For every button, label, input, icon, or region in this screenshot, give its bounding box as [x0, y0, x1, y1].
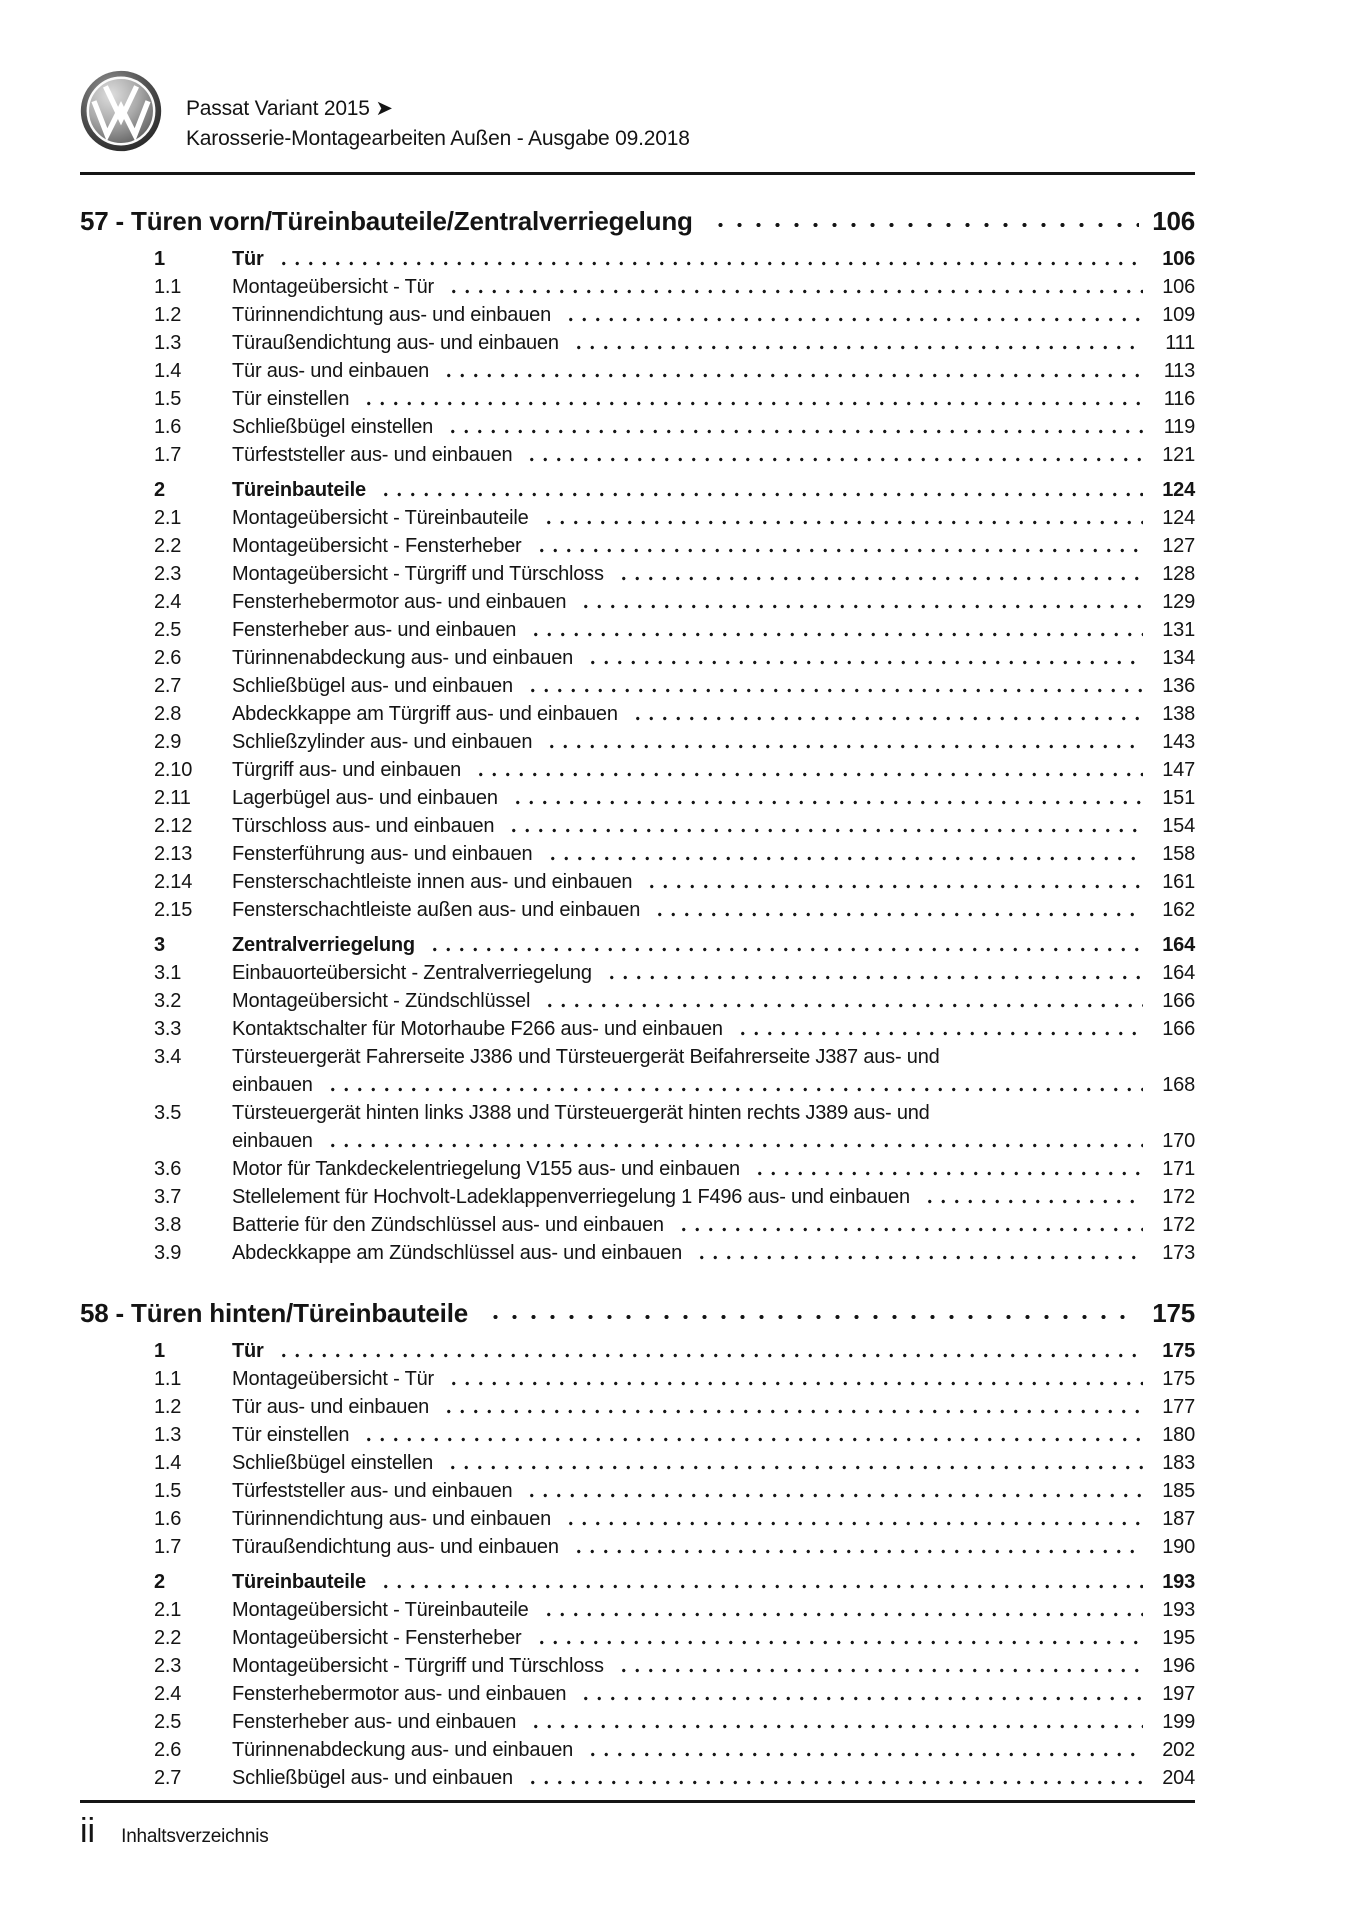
section-page-number: 106: [1152, 206, 1195, 236]
entry-page-number: 124: [1162, 507, 1195, 529]
entry-number: 2.3: [154, 1655, 182, 1677]
entry-page-number: 193: [1162, 1571, 1195, 1593]
footer-page-number: ii: [80, 1812, 96, 1850]
entry-page-number: 197: [1162, 1683, 1195, 1705]
page-footer: [80, 1800, 1195, 1850]
dot-leader: [509, 784, 1143, 812]
entry-number: 2.14: [154, 871, 193, 893]
entry-number: 2.15: [154, 899, 193, 921]
dot-leader: [541, 987, 1143, 1015]
entry-number: 2.7: [154, 675, 182, 697]
entry-page-number: 166: [1162, 990, 1195, 1012]
dot-leader: [584, 1736, 1143, 1764]
entry-title: Fensterheber aus- und einbauen: [232, 1711, 517, 1733]
toc-entry[interactable]: [80, 1337, 1195, 1365]
entry-title: Kontaktschalter für Motorhaube F266 aus- und einbauen: [232, 1018, 723, 1040]
entry-page-number: 171: [1162, 1158, 1195, 1180]
entry-number-spacer: [154, 1071, 232, 1099]
entry-page-number: 166: [1162, 1018, 1195, 1040]
toc-entry[interactable]: [80, 1099, 1195, 1127]
dot-leader: [540, 1596, 1143, 1624]
document-header: [80, 70, 1195, 158]
entry-title: Türinnendichtung aus- und einbauen: [232, 1508, 552, 1530]
toc-entry[interactable]: [80, 756, 1195, 784]
entry-title: Fensterschachtleiste außen aus- und einbauen: [232, 899, 641, 921]
dot-leader: [577, 1680, 1143, 1708]
dot-leader: [275, 1337, 1143, 1365]
entry-title: Türinnenabdeckung aus- und einbauen: [232, 647, 574, 669]
entry-number: 2: [154, 479, 165, 501]
entry-number: 2.7: [154, 1767, 182, 1789]
entry-title: Schließzylinder aus- und einbauen: [232, 731, 533, 753]
entry-number: 2.1: [154, 507, 182, 529]
entry-number: 1.7: [154, 444, 182, 466]
dot-leader: [533, 1624, 1143, 1652]
entry-number: 3.6: [154, 1158, 182, 1180]
entry-title: Türaußendichtung aus- und einbauen: [232, 1536, 559, 1558]
entry-number: 2.4: [154, 1683, 182, 1705]
dot-leader: [275, 245, 1143, 273]
toc-entry[interactable]: [80, 1015, 1195, 1043]
dot-leader: [615, 560, 1143, 588]
entry-number-spacer: [154, 1127, 232, 1155]
entry-title: Stellelement für Hochvolt-Ladeklappenverriegelung 1 F496 aus- und einbauen: [232, 1186, 910, 1208]
entry-title: Fensterführung aus- und einbauen: [232, 843, 533, 865]
entry-title: Einbauorteübersicht - Zentralverriegelung: [232, 962, 592, 984]
dot-leader: [523, 1477, 1143, 1505]
entry-title: Montageübersicht - Tür: [232, 1368, 434, 1390]
entry-page-number: 128: [1162, 563, 1195, 585]
toc-entry[interactable]: [80, 616, 1195, 644]
header-text: [186, 70, 690, 154]
dot-leader: [651, 896, 1143, 924]
toc-entry[interactable]: [80, 329, 1195, 357]
entry-title: Motor für Tankdeckelentriegelung V155 aus- und einbauen: [232, 1158, 740, 1180]
toc-entry[interactable]: [80, 1183, 1195, 1211]
entry-number: 1.1: [154, 1368, 182, 1390]
dot-leader: [505, 812, 1143, 840]
entry-number: 1.3: [154, 332, 182, 354]
entry-page-number: 196: [1162, 1655, 1195, 1677]
dot-leader: [527, 1708, 1143, 1736]
dot-leader: [629, 700, 1143, 728]
entry-page-number: 195: [1162, 1627, 1195, 1649]
entry-page-number: 172: [1162, 1214, 1195, 1236]
entry-title: Türfeststeller aus- und einbauen: [232, 1480, 513, 1502]
entry-title: Montageübersicht - Türgriff und Türschloss: [232, 563, 604, 585]
entry-title: Tür aus- und einbauen: [232, 360, 430, 382]
toc-sections: [80, 205, 1195, 1792]
entry-title: Türinnendichtung aus- und einbauen: [232, 304, 552, 326]
toc-entry[interactable]: [80, 1449, 1195, 1477]
entry-title: Batterie für den Zündschlüssel aus- und einbauen: [232, 1214, 664, 1236]
dot-leader: [570, 329, 1143, 357]
entry-page-number: 202: [1162, 1739, 1195, 1761]
dot-leader: [440, 357, 1143, 385]
toc-entry[interactable]: [80, 476, 1195, 504]
dot-leader: [577, 588, 1143, 616]
toc-entry[interactable]: [80, 644, 1195, 672]
entry-page-number: 106: [1162, 248, 1195, 270]
entry-title: Türsteuergerät Fahrerseite J386 und Türsteuergerät Beifahrerseite J387 aus- und: [232, 1046, 940, 1068]
section-heading-row[interactable]: [80, 205, 1195, 237]
toc-entry[interactable]: [80, 840, 1195, 868]
entry-number: 2.4: [154, 591, 182, 613]
dot-leader: [527, 616, 1143, 644]
dot-leader: [444, 413, 1143, 441]
entry-page-number: 136: [1162, 675, 1195, 697]
entry-number: 2.6: [154, 1739, 182, 1761]
entry-title: Fensterhebermotor aus- und einbauen: [232, 1683, 567, 1705]
vw-logo-icon: [80, 70, 162, 152]
entry-page-number: 147: [1162, 759, 1195, 781]
toc-entry[interactable]: [80, 588, 1195, 616]
entry-number: 2.1: [154, 1599, 182, 1621]
entry-number: 2.2: [154, 1627, 182, 1649]
toc-entry[interactable]: [80, 1764, 1195, 1792]
entry-page-number: 119: [1163, 416, 1195, 438]
entry-title: Zentralverriegelung: [232, 934, 415, 956]
entry-number: 2.6: [154, 647, 182, 669]
entry-title: Montageübersicht - Türgriff und Türschloss: [232, 1655, 604, 1677]
entry-number: 2.5: [154, 619, 182, 641]
entry-title: Montageübersicht - Türeinbauteile: [232, 507, 529, 529]
entry-page-number: 111: [1165, 332, 1195, 354]
dot-leader: [643, 868, 1143, 896]
entry-page-number: 199: [1162, 1711, 1195, 1733]
toc-entry[interactable]: [80, 1155, 1195, 1183]
entry-page-number: 162: [1162, 899, 1195, 921]
entry-page-number: 138: [1162, 703, 1195, 725]
header-doc-line: Karosserie-Montagearbeiten Außen - Ausgabe 09.2018: [186, 127, 690, 150]
entry-number: 2.3: [154, 563, 182, 585]
dot-leader: [570, 1533, 1143, 1561]
entry-title: Tür einstellen: [232, 388, 350, 410]
entry-title: Montageübersicht - Fensterheber: [232, 1627, 522, 1649]
dot-leader: [523, 441, 1143, 469]
dot-leader: [693, 1239, 1143, 1267]
entry-title: Türsteuergerät hinten links J388 und Türsteuergerät hinten rechts J389 aus- und: [232, 1102, 930, 1124]
entry-title: Schließbügel einstellen: [232, 416, 434, 438]
entry-title: Schließbügel einstellen: [232, 1452, 434, 1474]
entry-title: Schließbügel aus- und einbauen: [232, 675, 513, 697]
toc-entry[interactable]: [80, 357, 1195, 385]
entry-title: Türaußendichtung aus- und einbauen: [232, 332, 559, 354]
entry-page-number: 168: [1162, 1074, 1195, 1096]
dot-leader: [444, 1449, 1143, 1477]
entry-page-number: 175: [1162, 1368, 1195, 1390]
toc-section: [80, 205, 1195, 1267]
toc-entry[interactable]: [80, 959, 1195, 987]
entry-number: 2.8: [154, 703, 182, 725]
toc-entry[interactable]: [80, 441, 1195, 469]
toc-entry[interactable]: [80, 1736, 1195, 1764]
toc-entry[interactable]: [80, 812, 1195, 840]
entry-title-continued: einbauen: [232, 1130, 313, 1152]
dot-leader: [707, 205, 1139, 237]
header-rule: [80, 172, 1195, 175]
toc-entry[interactable]: [80, 245, 1195, 273]
entry-title: Montageübersicht - Tür: [232, 276, 434, 298]
toc-entry-continuation[interactable]: [80, 1127, 1195, 1155]
entry-page-number: 121: [1162, 444, 1195, 466]
toc-entry[interactable]: [80, 1568, 1195, 1596]
entry-title: Fensterhebermotor aus- und einbauen: [232, 591, 567, 613]
toc-entry-continuation[interactable]: [80, 1071, 1195, 1099]
toc-entry[interactable]: [80, 1533, 1195, 1561]
entry-page-number: 185: [1162, 1480, 1195, 1502]
entry-title: Lagerbügel aus- und einbauen: [232, 787, 498, 809]
entry-title: Tür aus- und einbauen: [232, 1396, 430, 1418]
entry-number: 2.11: [154, 787, 191, 809]
dot-leader: [324, 1127, 1143, 1155]
entry-title: Montageübersicht - Zündschlüssel: [232, 990, 531, 1012]
toc-section: [80, 1297, 1195, 1792]
entry-number: 2.5: [154, 1711, 182, 1733]
entry-number: 3.9: [154, 1242, 182, 1264]
entry-title: Tür: [232, 248, 264, 270]
dot-leader: [524, 672, 1143, 700]
entry-number: 1.4: [154, 1452, 182, 1474]
entry-number: 3.7: [154, 1186, 182, 1208]
toc-entry[interactable]: [80, 1596, 1195, 1624]
entry-title: Türgriff aus- und einbauen: [232, 759, 462, 781]
entry-page-number: 183: [1162, 1452, 1195, 1474]
entry-number: 3: [154, 934, 165, 956]
entry-title: Fensterschachtleiste innen aus- und einbauen: [232, 871, 633, 893]
dot-leader: [544, 840, 1144, 868]
entry-page-number: 190: [1162, 1536, 1195, 1558]
entry-number: 2.12: [154, 815, 193, 837]
dot-leader: [360, 385, 1143, 413]
toc-entry[interactable]: [80, 532, 1195, 560]
dot-leader: [533, 532, 1143, 560]
toc-entry[interactable]: [80, 301, 1195, 329]
dot-leader: [562, 1505, 1143, 1533]
footer-row: [80, 1813, 1195, 1850]
vw-logo: [80, 70, 162, 157]
toc-entry[interactable]: [80, 896, 1195, 924]
entry-page-number: 134: [1162, 647, 1195, 669]
toc-entry[interactable]: [80, 1393, 1195, 1421]
entry-number: 1.2: [154, 304, 182, 326]
entry-title: Fensterheber aus- und einbauen: [232, 619, 517, 641]
toc-entry[interactable]: [80, 784, 1195, 812]
toc-entry[interactable]: [80, 1365, 1195, 1393]
footer-rule: [80, 1800, 1195, 1803]
toc-entry[interactable]: [80, 672, 1195, 700]
toc-entry[interactable]: [80, 385, 1195, 413]
entry-title: Türeinbauteile: [232, 1571, 366, 1593]
toc-entry[interactable]: [80, 987, 1195, 1015]
entry-title: Türinnenabdeckung aus- und einbauen: [232, 1739, 574, 1761]
toc-entry[interactable]: [80, 1477, 1195, 1505]
toc-entry[interactable]: [80, 1211, 1195, 1239]
toc-entry[interactable]: [80, 931, 1195, 959]
entry-page-number: 143: [1162, 731, 1195, 753]
toc-entry[interactable]: [80, 504, 1195, 532]
entry-title: Schließbügel aus- und einbauen: [232, 1767, 513, 1789]
entry-number: 1.3: [154, 1424, 182, 1446]
entry-number: 1.5: [154, 388, 182, 410]
toc-entry[interactable]: [80, 1708, 1195, 1736]
entry-page-number: 187: [1162, 1508, 1195, 1530]
dot-leader: [524, 1764, 1143, 1792]
entry-page-number: 161: [1162, 871, 1195, 893]
toc-entry[interactable]: [80, 728, 1195, 756]
entry-title: Montageübersicht - Türeinbauteile: [232, 1599, 529, 1621]
entry-number: 2.13: [154, 843, 193, 865]
dot-leader: [921, 1183, 1143, 1211]
entry-number: 1.2: [154, 1396, 182, 1418]
dot-leader: [324, 1071, 1143, 1099]
toc-entry[interactable]: [80, 1652, 1195, 1680]
entry-page-number: 113: [1163, 360, 1195, 382]
toc-entry[interactable]: [80, 413, 1195, 441]
entry-number: 3.4: [154, 1046, 182, 1068]
entry-page-number: 164: [1162, 962, 1195, 984]
entry-number: 2.9: [154, 731, 182, 753]
entry-number: 1.6: [154, 416, 182, 438]
dot-leader: [734, 1015, 1143, 1043]
dot-leader: [445, 273, 1143, 301]
dot-leader: [360, 1421, 1143, 1449]
entry-number: 1.7: [154, 1536, 182, 1558]
entry-number: 1.1: [154, 276, 182, 298]
dot-leader: [377, 1568, 1143, 1596]
entry-page-number: 172: [1162, 1186, 1195, 1208]
dot-leader: [543, 728, 1143, 756]
toc-entry[interactable]: [80, 1505, 1195, 1533]
dot-leader: [615, 1652, 1143, 1680]
dot-leader: [603, 959, 1143, 987]
entry-page-number: 116: [1163, 388, 1195, 410]
dot-leader: [540, 504, 1143, 532]
toc-entry[interactable]: [80, 1421, 1195, 1449]
entry-page-number: 175: [1162, 1340, 1195, 1362]
section-page-number: 175: [1152, 1298, 1195, 1328]
entry-page-number: 124: [1162, 479, 1195, 501]
toc-entry[interactable]: [80, 1624, 1195, 1652]
entry-number: 3.2: [154, 990, 182, 1012]
toc-entry[interactable]: [80, 560, 1195, 588]
toc-entry[interactable]: [80, 1680, 1195, 1708]
header-model-line: Passat Variant 2015 ➤: [186, 97, 393, 120]
entry-page-number: 109: [1162, 304, 1195, 326]
toc-entry[interactable]: [80, 273, 1195, 301]
entry-page-number: 180: [1162, 1424, 1195, 1446]
entry-page-number: 193: [1162, 1599, 1195, 1621]
dot-leader: [751, 1155, 1143, 1183]
dot-leader: [584, 644, 1143, 672]
entry-page-number: 106: [1162, 276, 1195, 298]
section-heading-row[interactable]: [80, 1297, 1195, 1329]
entry-number: 3.1: [154, 962, 182, 984]
entry-title: Türfeststeller aus- und einbauen: [232, 444, 513, 466]
entry-number: 1.4: [154, 360, 182, 382]
entry-number: 2.10: [154, 759, 193, 781]
entry-title: Tür einstellen: [232, 1424, 350, 1446]
entry-title: Tür: [232, 1340, 264, 1362]
entry-number: 2.2: [154, 535, 182, 557]
toc-entry[interactable]: [80, 1239, 1195, 1267]
section-title: 58 - Türen hinten/Türeinbauteile: [80, 1298, 468, 1328]
dot-leader: [562, 301, 1143, 329]
entry-number: 1: [154, 248, 165, 270]
entry-title: Türeinbauteile: [232, 479, 366, 501]
section-title: 57 - Türen vorn/Türeinbauteile/Zentralverriegelung: [80, 206, 693, 236]
footer-label: Inhaltsverzeichnis: [121, 1826, 269, 1847]
toc-entry[interactable]: [80, 1043, 1195, 1071]
entry-title: Türschloss aus- und einbauen: [232, 815, 495, 837]
entry-page-number: 158: [1162, 843, 1195, 865]
entry-page-number: 131: [1162, 619, 1195, 641]
entry-page-number: 151: [1162, 787, 1195, 809]
entry-page-number: 170: [1162, 1130, 1195, 1152]
toc-entry[interactable]: [80, 700, 1195, 728]
dot-leader: [426, 931, 1143, 959]
entry-number: 1.6: [154, 1508, 182, 1530]
entry-page-number: 177: [1162, 1396, 1195, 1418]
toc-entry[interactable]: [80, 868, 1195, 896]
dot-leader: [472, 756, 1143, 784]
dot-leader: [482, 1297, 1139, 1329]
entry-number: 3.8: [154, 1214, 182, 1236]
dot-leader: [675, 1211, 1143, 1239]
entry-number: 3.5: [154, 1102, 182, 1124]
entry-page-number: 127: [1162, 535, 1195, 557]
entry-number: 1: [154, 1340, 165, 1362]
entry-title: Abdeckkappe am Zündschlüssel aus- und einbauen: [232, 1242, 682, 1264]
entry-page-number: 173: [1162, 1242, 1195, 1264]
entry-page-number: 129: [1162, 591, 1195, 613]
entry-title: Montageübersicht - Fensterheber: [232, 535, 522, 557]
dot-leader: [440, 1393, 1143, 1421]
entry-number: 1.5: [154, 1480, 182, 1502]
entry-title-continued: einbauen: [232, 1074, 313, 1096]
dot-leader: [377, 476, 1143, 504]
entry-page-number: 164: [1162, 934, 1195, 956]
entry-page-number: 154: [1162, 815, 1195, 837]
entry-number: 3.3: [154, 1018, 182, 1040]
entry-page-number: 204: [1162, 1767, 1195, 1789]
entry-title: Abdeckkappe am Türgriff aus- und einbauen: [232, 703, 618, 725]
dot-leader: [445, 1365, 1143, 1393]
entry-number: 2: [154, 1571, 165, 1593]
